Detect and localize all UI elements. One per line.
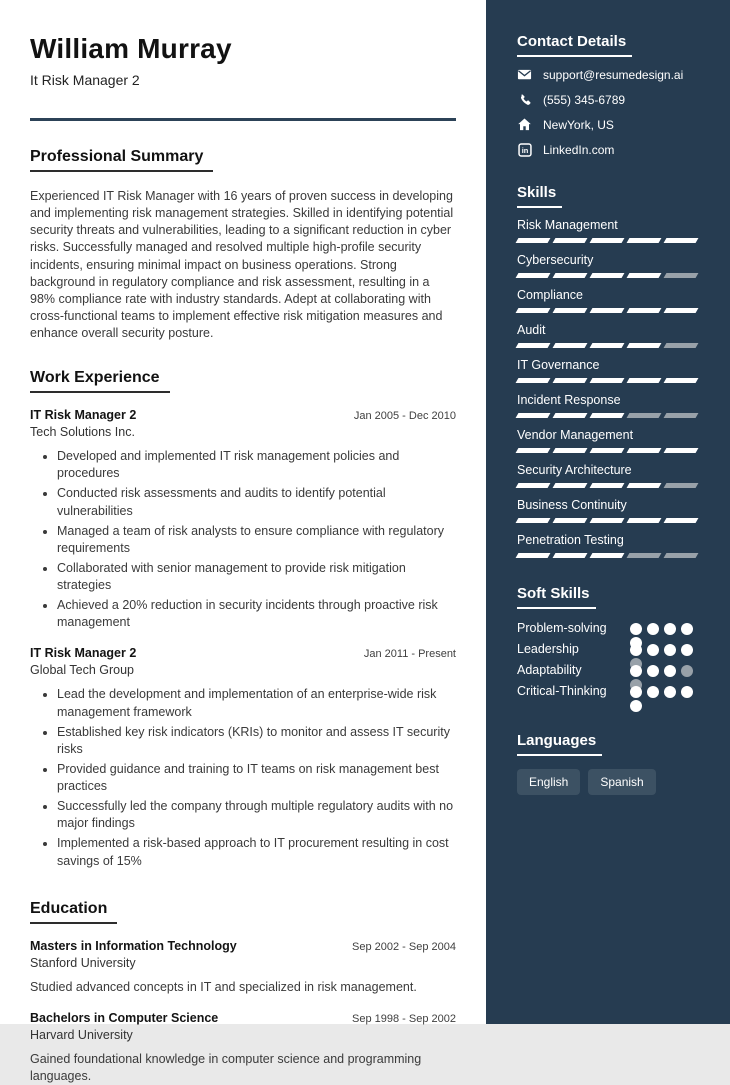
skill-name: Penetration Testing <box>517 533 624 547</box>
skill-level-bar <box>517 378 698 383</box>
soft-skill-dot-filled <box>647 623 659 635</box>
skill-segment-filled <box>590 378 625 383</box>
contact-item-text: support@resumedesign.ai <box>543 67 684 82</box>
skill-segment-filled <box>590 483 625 488</box>
soft-skill-dot-empty <box>681 665 693 677</box>
svg-text:in: in <box>521 145 528 155</box>
languages-section <box>517 732 698 795</box>
skill-segment-filled <box>553 378 588 383</box>
skill-level-bar <box>517 448 698 453</box>
soft-skill-name: Critical-Thinking <box>517 684 607 698</box>
phone-icon <box>517 92 532 107</box>
sidebar <box>486 0 730 1024</box>
soft-skill-dot-filled <box>681 644 693 656</box>
job-bullet: • Managed a team of risk analysts to ensure compliance with regulatory requirements <box>57 523 456 557</box>
skill-segment-filled <box>590 413 625 418</box>
soft-skill-dot-filled <box>664 623 676 635</box>
soft-skill-dots <box>630 644 698 656</box>
soft-skill-dot-filled <box>664 686 676 698</box>
skill-segment-filled <box>664 308 699 313</box>
skill-segment-filled <box>553 238 588 243</box>
skill-item <box>517 498 698 523</box>
skill-segment-filled <box>553 308 588 313</box>
contact-section <box>517 33 698 157</box>
skill-segment-filled <box>553 273 588 278</box>
job-bullet: • Successfully led the company through multiple regulatory audits with no major findings <box>57 798 456 832</box>
job-bullet: • Conducted risk assessments and audits to identify potential vulnerabilities <box>57 485 456 519</box>
skill-item <box>517 428 698 453</box>
skill-level-bar <box>517 308 698 313</box>
skill-segment-filled <box>627 273 662 278</box>
skill-segment-filled <box>516 553 551 558</box>
education-list <box>30 939 456 1085</box>
job-bullet: • Achieved a 20% reduction in security incidents through proactive risk management <box>57 597 456 631</box>
job-dates: Jan 2011 - Present <box>363 648 456 661</box>
soft-skill-item <box>517 663 698 679</box>
skill-segment-filled <box>590 448 625 453</box>
skill-segment-filled <box>590 273 625 278</box>
job-bullet: • Developed and implemented IT risk management policies and procedures <box>57 448 456 482</box>
skill-name: IT Governance <box>517 358 600 372</box>
soft-skill-dot-filled <box>681 686 693 698</box>
languages-section-title: Languages <box>517 732 602 756</box>
soft-skill-dot-filled <box>630 686 642 698</box>
contact-item <box>517 117 698 132</box>
home-icon <box>517 117 532 132</box>
languages-list <box>517 769 698 795</box>
skill-segment-empty <box>664 483 699 488</box>
skill-segment-filled <box>590 308 625 313</box>
skill-item <box>517 288 698 313</box>
summary-section <box>30 121 456 342</box>
contact-list <box>517 67 698 157</box>
soft-skill-dot-filled <box>681 623 693 635</box>
soft-skill-dot-filled <box>664 665 676 677</box>
education-dates: Sep 1998 - Sep 2002 <box>352 1012 456 1025</box>
job-bullet: • Lead the development and implementation of an enterprise-wide risk management framework <box>57 686 456 720</box>
skills-section-title: Skills <box>517 184 562 208</box>
skill-segment-filled <box>627 238 662 243</box>
job-bullet: • Collaborated with senior management to provide risk mitigation strategies <box>57 560 456 594</box>
skills-list <box>517 218 698 558</box>
skill-segment-filled <box>590 343 625 348</box>
soft-skill-dot-filled <box>630 665 642 677</box>
skill-level-bar <box>517 483 698 488</box>
skill-segment-empty <box>664 413 699 418</box>
skill-segment-filled <box>516 378 551 383</box>
skill-name: Risk Management <box>517 218 618 232</box>
skill-segment-filled <box>553 413 588 418</box>
skill-level-bar <box>517 343 698 348</box>
skill-level-bar <box>517 553 698 558</box>
soft-skill-dot-filled <box>630 644 642 656</box>
soft-skill-name: Adaptability <box>517 663 582 677</box>
job-bullet: • Implemented a risk-based approach to IT procurement resulting in cost savings of 15% <box>57 835 456 869</box>
email-icon <box>517 67 532 82</box>
skill-segment-filled <box>664 238 699 243</box>
job-role: IT Risk Manager 2 <box>30 646 137 661</box>
skill-name: Audit <box>517 323 546 337</box>
skill-item <box>517 393 698 418</box>
skill-segment-filled <box>553 483 588 488</box>
skill-segment-empty <box>664 553 699 558</box>
education-description: Gained foundational knowledge in computer science and programming languages. <box>30 1051 422 1083</box>
soft-skills-list <box>517 621 698 700</box>
job-header-row <box>30 408 456 422</box>
skill-item <box>517 358 698 383</box>
person-job-title: It Risk Manager 2 <box>30 72 140 88</box>
soft-skill-dots <box>630 665 698 677</box>
education-header-row <box>30 939 456 953</box>
education-section-title: Education <box>30 900 117 924</box>
skill-name: Incident Response <box>517 393 621 407</box>
skill-segment-filled <box>516 273 551 278</box>
skill-segment-filled <box>516 483 551 488</box>
soft-skill-dot-filled <box>630 623 642 635</box>
skill-name: Security Architecture <box>517 463 632 477</box>
job-role: IT Risk Manager 2 <box>30 408 137 423</box>
skill-segment-filled <box>627 378 662 383</box>
skill-segment-filled <box>516 518 551 523</box>
skill-segment-filled <box>553 518 588 523</box>
skill-name: Compliance <box>517 288 584 302</box>
language-chip: English <box>517 769 580 795</box>
skill-item <box>517 323 698 348</box>
contact-item-text: (555) 345-6789 <box>543 92 626 107</box>
job-entry <box>30 408 456 631</box>
job-header-row <box>30 646 456 660</box>
education-school: Harvard University <box>30 1027 133 1042</box>
skill-segment-filled <box>627 518 662 523</box>
contact-item-text: NewYork, US <box>543 117 614 132</box>
education-degree: Masters in Information Technology <box>30 938 237 953</box>
education-description: Studied advanced concepts in IT and specialized in risk management. <box>30 979 417 994</box>
job-list <box>30 408 456 870</box>
skill-segment-filled <box>516 238 551 243</box>
skill-segment-filled <box>516 343 551 348</box>
soft-skill-dots <box>630 623 698 635</box>
skill-item <box>517 253 698 278</box>
job-entry <box>30 646 456 869</box>
skill-segment-empty <box>627 413 662 418</box>
soft-skill-name: Leadership <box>517 642 579 656</box>
skill-segment-empty <box>664 273 699 278</box>
soft-skills-section <box>517 585 698 700</box>
soft-skills-section-title: Soft Skills <box>517 585 596 609</box>
skill-segment-filled <box>516 308 551 313</box>
skill-level-bar <box>517 273 698 278</box>
soft-skill-item <box>517 684 698 700</box>
job-company: Global Tech Group <box>30 663 134 678</box>
job-dates: Jan 2005 - Dec 2010 <box>353 410 456 423</box>
soft-skill-dot-filled <box>647 644 659 656</box>
soft-skill-name: Problem-solving <box>517 621 607 635</box>
skill-segment-filled <box>627 308 662 313</box>
skills-section <box>517 184 698 558</box>
header <box>30 33 456 88</box>
person-name: William Murray <box>30 33 232 64</box>
summary-text: Experienced IT Risk Manager with 16 years of proven success in developing and implementing risk management strategies. Skilled in identifying potential security threats and vulnerabilities, leading to a significant reduction in cyber risks. Successfully managed and resolved multiple high-profile security incidents, ensuring minimal impact on business operations. Strong background in regulatory compliance and risk assessment, resulting in a 98% compliance rate with industry standards. Adept at collaborating with cross-functional teams to implement effective risk mitigation measures and enhance overall security posture. <box>30 189 454 340</box>
skill-segment-filled <box>553 553 588 558</box>
contact-section-title: Contact Details <box>517 33 632 57</box>
soft-skill-item <box>517 642 698 658</box>
soft-skill-dot-filled <box>647 665 659 677</box>
skill-segment-filled <box>627 448 662 453</box>
education-entry <box>30 939 456 996</box>
education-entry <box>30 1011 456 1085</box>
skill-item <box>517 218 698 243</box>
soft-skill-item <box>517 621 698 637</box>
job-bullet-list <box>30 448 456 631</box>
contact-item[interactable] <box>517 67 698 82</box>
skill-item <box>517 463 698 488</box>
skill-item <box>517 533 698 558</box>
skill-segment-filled <box>590 238 625 243</box>
soft-skill-dot-filled <box>647 686 659 698</box>
job-bullet: • Established key risk indicators (KRIs) to monitor and assess IT security risks <box>57 724 456 758</box>
skill-name: Cybersecurity <box>517 253 594 267</box>
skill-segment-filled <box>590 553 625 558</box>
contact-item <box>517 92 698 107</box>
skill-segment-filled <box>553 343 588 348</box>
job-bullet-list <box>30 686 456 869</box>
skill-level-bar <box>517 518 698 523</box>
skill-segment-filled <box>627 483 662 488</box>
job-company: Tech Solutions Inc. <box>30 425 135 440</box>
experience-section <box>30 342 456 870</box>
education-section <box>30 873 456 1085</box>
skill-segment-filled <box>664 378 699 383</box>
skill-segment-filled <box>553 448 588 453</box>
job-bullet: • Provided guidance and training to IT teams on risk management best practices <box>57 761 456 795</box>
skill-segment-filled <box>516 413 551 418</box>
skill-segment-empty <box>664 343 699 348</box>
contact-item-text: LinkedIn.com <box>543 142 615 157</box>
skill-segment-filled <box>664 448 699 453</box>
education-school: Stanford University <box>30 955 136 970</box>
experience-section-title: Work Experience <box>30 369 170 393</box>
skill-name: Vendor Management <box>517 428 634 442</box>
education-header-row <box>30 1011 456 1025</box>
skill-segment-filled <box>590 518 625 523</box>
skill-level-bar <box>517 238 698 243</box>
education-dates: Sep 2002 - Sep 2004 <box>352 940 456 953</box>
soft-skill-dot-filled <box>630 700 642 712</box>
skill-segment-filled <box>516 448 551 453</box>
education-degree: Bachelors in Computer Science <box>30 1010 219 1025</box>
soft-skill-dots <box>630 686 698 698</box>
soft-skill-dot-filled <box>664 644 676 656</box>
skill-level-bar <box>517 413 698 418</box>
skill-name: Business Continuity <box>517 498 627 512</box>
language-chip: Spanish <box>588 769 655 795</box>
skill-segment-filled <box>664 518 699 523</box>
summary-section-title: Professional Summary <box>30 148 213 172</box>
contact-item[interactable] <box>517 142 698 157</box>
linkedin-icon <box>517 142 532 157</box>
skill-segment-filled <box>627 343 662 348</box>
skill-segment-empty <box>627 553 662 558</box>
